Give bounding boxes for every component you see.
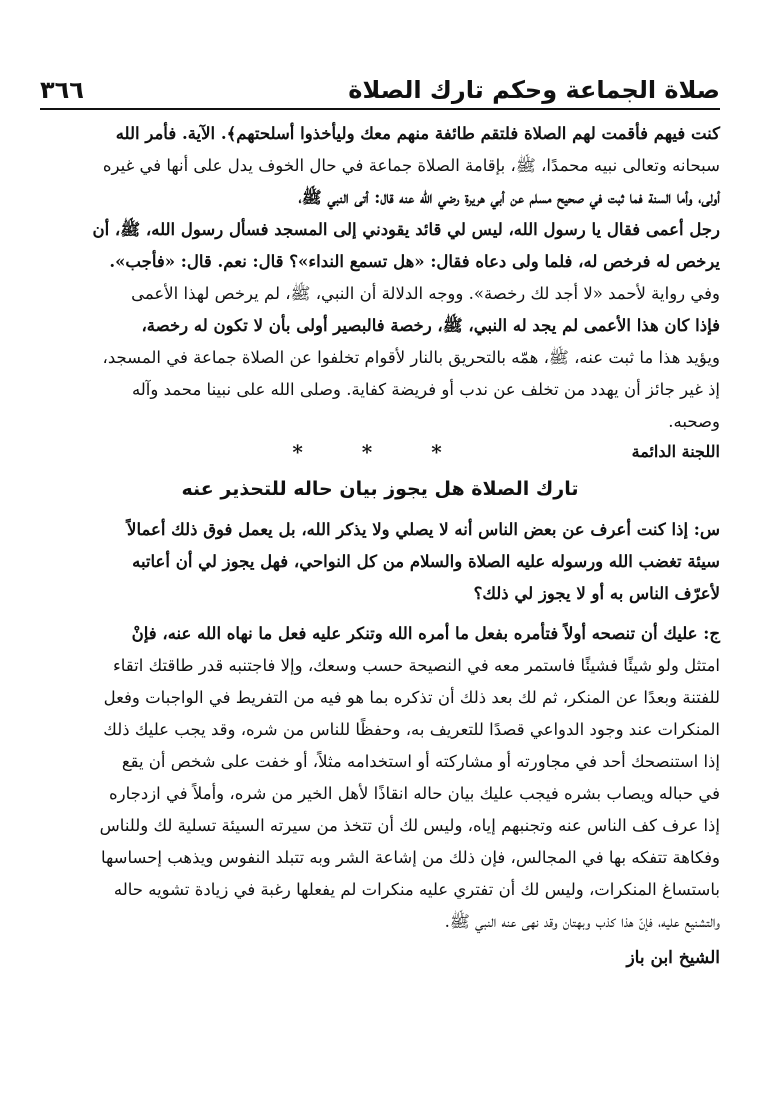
previous-answer-text <box>40 118 720 438</box>
text-line: باستساغ المنكرات، وليس لك أن تفتري عليه منكرات لم يفعلها رغبة في زيادة تشويه حاله <box>113 880 720 899</box>
text-line: في حباله ويصاب بشره فيجب عليك بيان حاله انقاذًا لأهل الخير من شره، وأملاً في ازدجاره <box>109 784 720 803</box>
text-line: إذا استنصحك أحد في مجاورته أو مشاركته أو استخدامه مثلاً، أو خفت على شخص أن يقع <box>121 752 720 771</box>
answer-block <box>40 618 720 938</box>
committee-signature: اللجنة الدائمة <box>631 442 720 461</box>
running-header <box>40 70 720 110</box>
text-line: إذ غير جائز أن يهدد من تخلف عن ندب أو فريضة كفاية. وصلى الله على نبينا محمد وآله <box>131 380 720 399</box>
text-line: والتشنيع عليه، فإنّ هذا كذب وبهتان وقد نهى عنه النبي ﷺ. <box>444 912 720 931</box>
text-line: للفتنة وبعدًا عن المنكر، ثم لك بعد ذلك أن تذكره بما هو فيه من التفريط في الواجبات وفعل <box>103 688 720 707</box>
text-line: وصحبه. <box>668 412 720 431</box>
text-line: س: إذا كنت أعرف عن بعض الناس أنه لا يصلي ولا يذكر الله، بل يعمل فوق ذلك أعمالاً <box>127 520 720 539</box>
document-page <box>40 70 720 1076</box>
text-line: لأعرّف الناس به أو لا يجوز لي ذلك؟ <box>473 584 720 603</box>
section-separator <box>40 440 720 472</box>
text-line: سبحانه وتعالى نبيه محمدًا، ﷺ، بإقامة الصلاة جماعة في حال الخوف يدل على أنها في غيره <box>102 156 720 175</box>
running-title: صلاة الجماعة وحكم تارك الصلاة <box>348 76 720 104</box>
text-line: فإذا كان هذا الأعمى لم يجد له النبي، ﷺ، رخصة فالبصير أولى بأن لا تكون له رخصة، <box>141 316 720 335</box>
page-number: ٣٦٦ <box>40 76 84 104</box>
text-line: وفي رواية لأحمد «لا أجد لك رخصة». ووجه الدلالة أن النبي، ﷺ، لم يرخص لهذا الأعمى <box>131 284 720 303</box>
text-line: ويؤيد هذا ما ثبت عنه، ﷺ، همّه بالتحريق بالنار لأقوام تخلفوا عن الصلاة جماعة في المسجد، <box>102 348 720 367</box>
question-block <box>40 514 720 610</box>
text-line: سيئة تغضب الله ورسوله عليه الصلاة والسلام من كل النواحي، فهل يجوز لي أن أعاتبه <box>132 552 720 571</box>
text-line: أولى، وأما السنة فما ثبت في صحيح مسلم عن أبي هريرة رضي الله عنه قال: أتى النبي ﷺ، <box>298 188 720 207</box>
text-line: يرخص له فرخص له، فلما ولى دعاه فقال: «هل تسمع النداء»؟ قال: نعم. قال: «فأجب». <box>109 252 720 271</box>
text-line: امتثل ولو شيئًا فشيئًا فاستمر معه في النصيحة حسب وسعك، وإلا فاجتنبه قدر طاقتك اتقاء <box>113 656 720 675</box>
text-line: ج: عليك أن تنصحه أولاً فتأمره بفعل ما أمره الله وتنكر عليه فعل ما نهاه الله عنه، فإنْ <box>131 624 720 643</box>
text-line: رجل أعمى فقال يا رسول الله، ليس لي قائد يقودني إلى المسجد فسأل رسول الله، ﷺ، أن <box>92 220 720 239</box>
text-line: وفكاهة تتفكه بها في المجالس، فإن ذلك من إشاعة الشر وبه تتبلد النفوس ويذهب إحساسها <box>101 848 720 867</box>
text-line: إذا عرف كف الناس عنه وتجنبهم إياه، وليس لك أن تتخذ من سيرته السيئة تسلية لك وللناس <box>99 816 720 835</box>
separator-stars: * * * <box>292 440 468 464</box>
section-title: تارك الصلاة هل يجوز بيان حاله للتحذير عنه <box>181 478 579 500</box>
text-line: كنت فيهم فأقمت لهم الصلاة فلتقم طائفة منهم معك وليأخذوا أسلحتهم﴾. الآية. فأمر الله <box>115 124 720 143</box>
answer-signature: الشيخ ابن باز <box>626 948 720 968</box>
text-line: المنكرات عند وجود الدواعي قصدًا للتعريف به، وحفظًا للناس من شره، وقد يجب عليك ذلك <box>103 720 720 739</box>
